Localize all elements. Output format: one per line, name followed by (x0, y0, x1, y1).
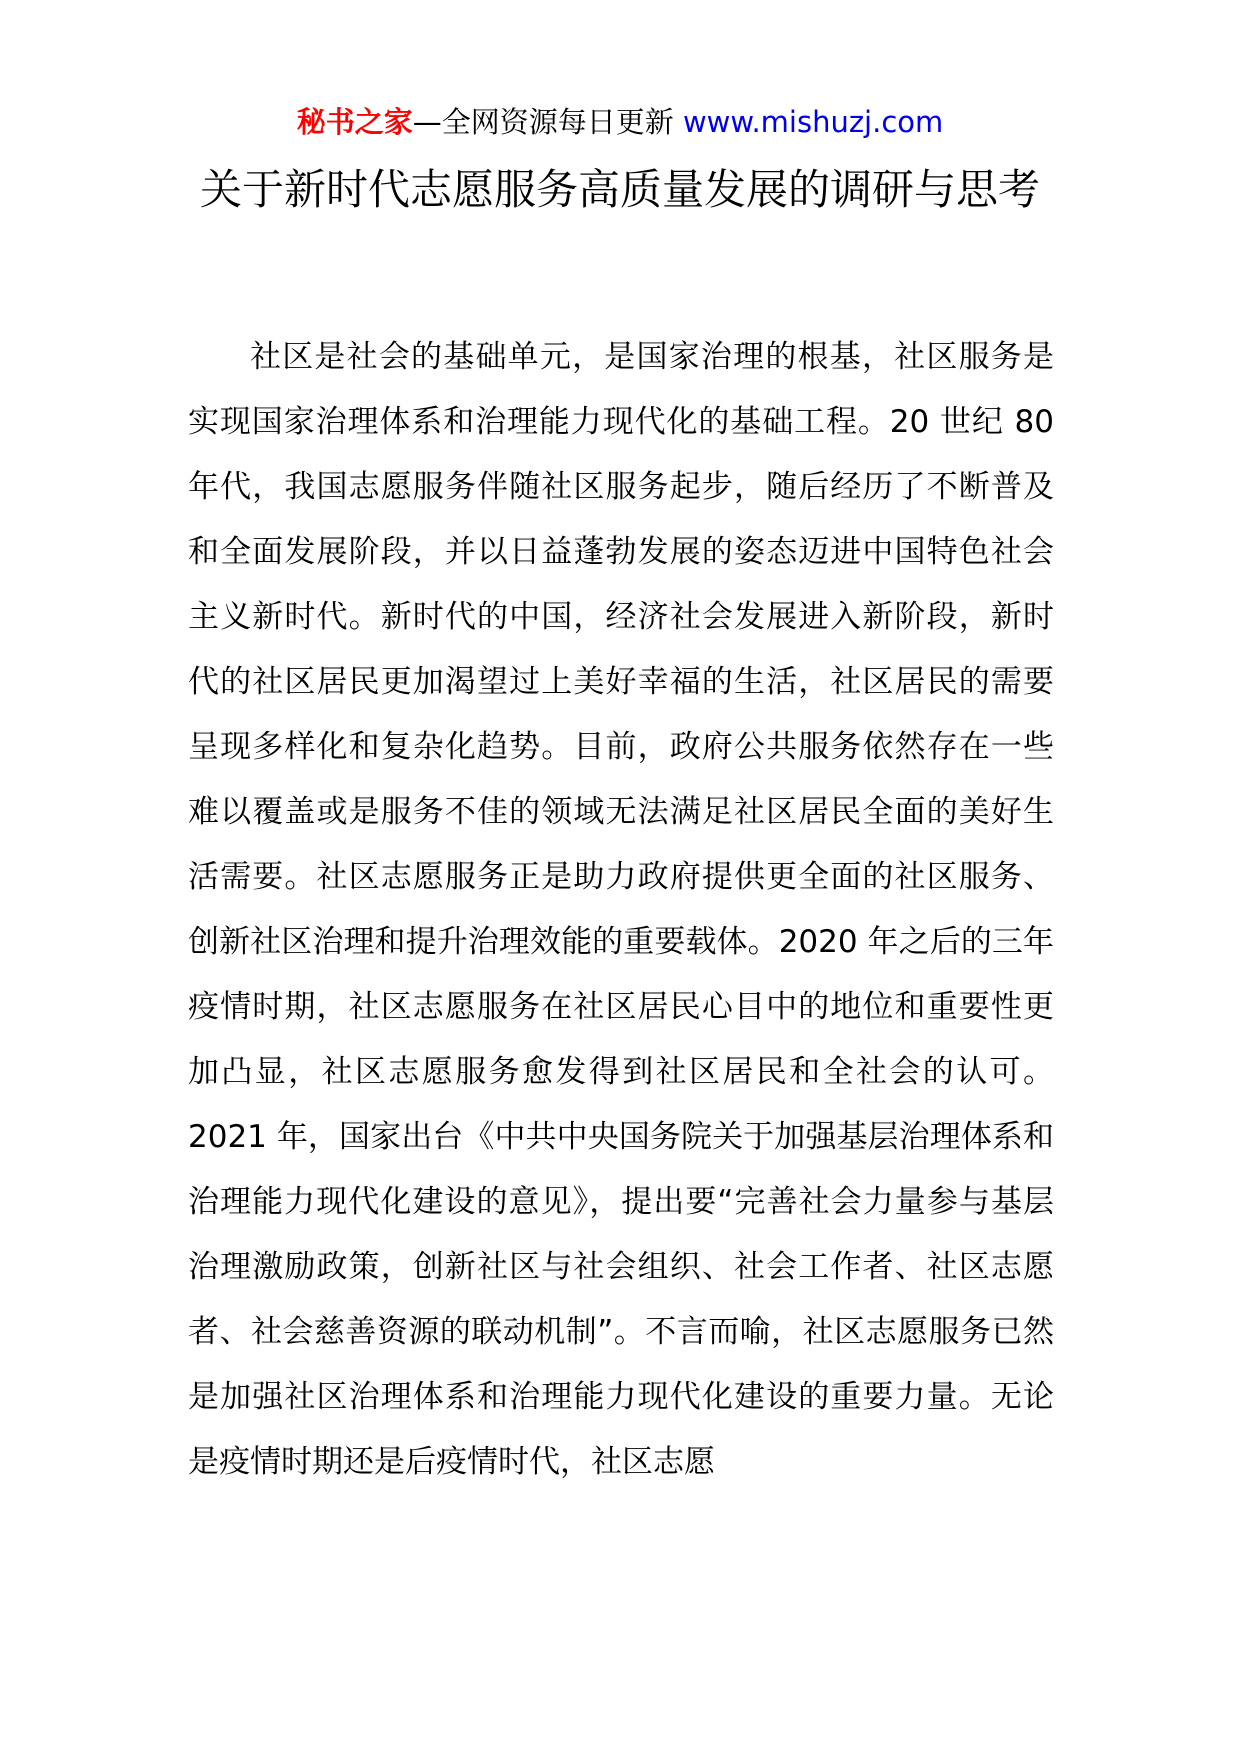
site-url-link[interactable]: www.mishuzj.com (682, 105, 944, 139)
body-paragraph: 社区是社会的基础单元，是国家治理的根基，社区服务是实现国家治理体系和治理能力现代化的基础工程。20 世纪 80 年代，我国志愿服务伴随社区服务起步，随后经历了不断普及和全面发展阶段，并以日益蓬勃发展的姿态迈进中国特色社会主义新时代。新时代的中国，经济社会发展进入新阶段，新时代的社区居民更加渴望过上美好幸福的生活，社区居民的需要呈现多样化和复杂化趋势。目前，政府公共服务依然存在一些难以覆盖或是服务不佳的领域无法满足社区居民全面的美好生活需要。社区志愿服务正是助力政府提供更全面的社区服务、创新社区治理和提升治理效能的重要载体。2020 年之后的三年疫情时期，社区志愿服务在社区居民心目中的地位和重要性更加凸显，社区志愿服务愈发得到社区居民和全社会的认可。2021 年，国家出台《中共中央国务院关于加强基层治理体系和治理能力现代化建设的意见》，提出要“完善社会力量参与基层治理激励政策，创新社区与社会组织、社会工作者、社区志愿者、社会慈善资源的联动机制”。不言而喻，社区志愿服务已然是加强社区治理体系和治理能力现代化建设的重要力量。无论是疫情时期还是后疫情时代，社区志愿 (188, 339, 1054, 1480)
site-brand: 秘书之家 (296, 105, 413, 139)
site-header (0, 100, 1240, 144)
document-title: 关于新时代志愿服务高质量发展的调研与思考 (199, 165, 1040, 214)
site-tagline: —全网资源每日更新 (412, 105, 674, 139)
